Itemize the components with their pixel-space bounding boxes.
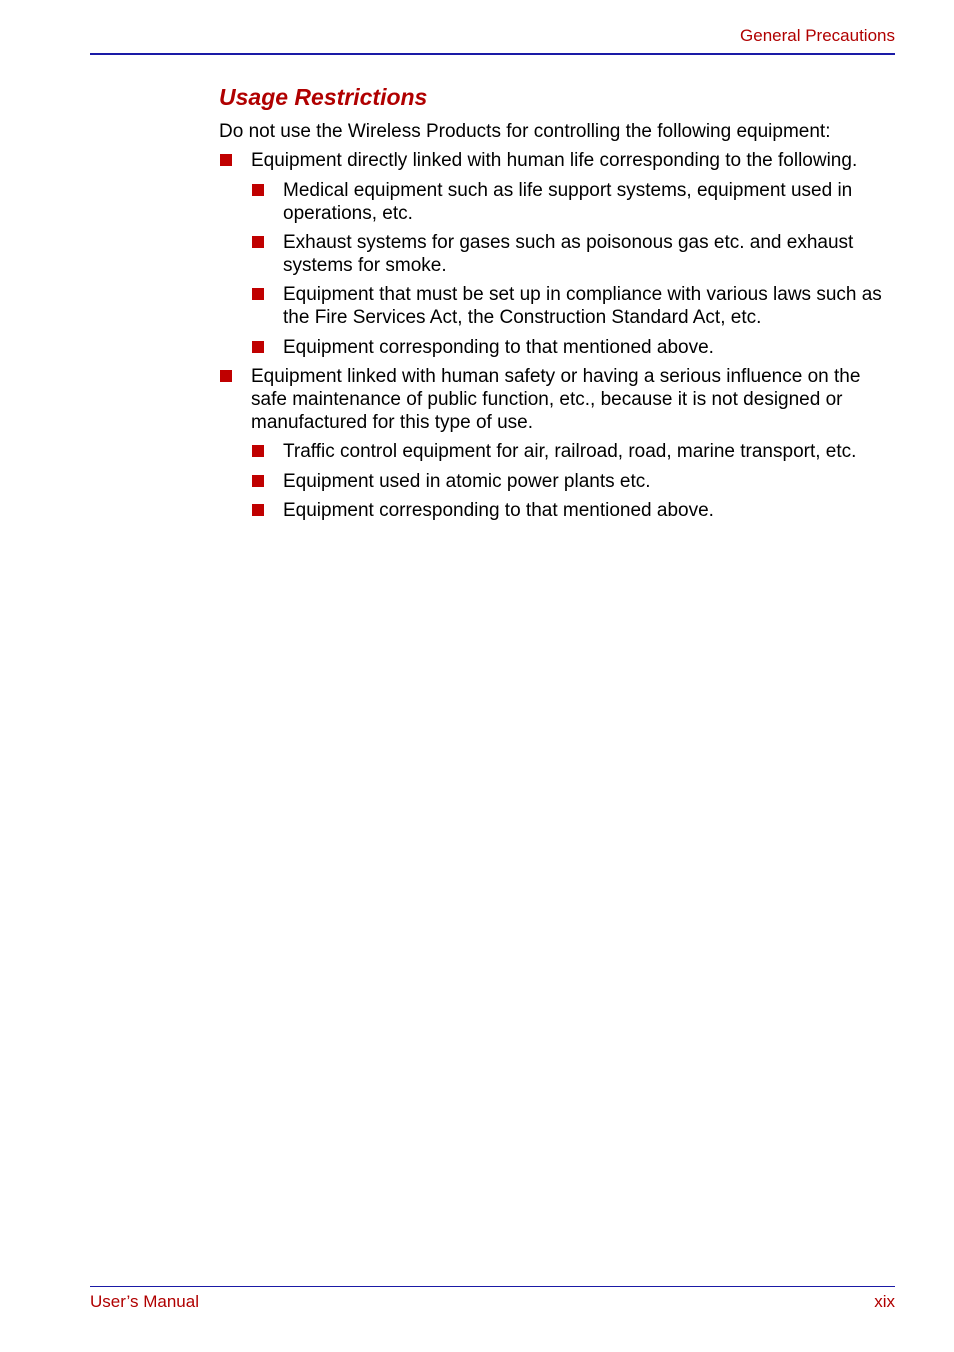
running-header-title: General Precautions xyxy=(740,26,895,45)
square-bullet-icon xyxy=(252,475,264,487)
sub-list-item xyxy=(283,470,898,493)
sub-list-item-text: Exhaust systems for gases such as poisonous gas etc. and exhaust systems for smoke. xyxy=(283,232,854,276)
square-bullet-icon xyxy=(252,236,264,248)
list-item-text: Equipment linked with human safety or having a serious influence on the safe maintenance of public function, etc., because it is not designed or manufactured for this type of use. xyxy=(251,366,861,433)
footer-manual-title: User’s Manual xyxy=(90,1292,199,1311)
square-bullet-icon xyxy=(220,370,232,382)
sub-list-item xyxy=(283,179,898,225)
section-title: Usage Restrictions xyxy=(219,84,428,110)
square-bullet-icon xyxy=(252,184,264,196)
sub-list-item-text: Traffic control equipment for air, railroad, road, marine transport, etc. xyxy=(283,441,857,462)
header-rule xyxy=(90,53,895,55)
square-bullet-icon xyxy=(252,288,264,300)
sub-list-item-text: Medical equipment such as life support systems, equipment used in operations, etc. xyxy=(283,180,853,224)
sub-list-item-text: Equipment corresponding to that mentioned above. xyxy=(283,500,714,521)
square-bullet-icon xyxy=(252,504,264,516)
square-bullet-icon xyxy=(252,445,264,457)
square-bullet-icon xyxy=(252,341,264,353)
square-bullet-icon xyxy=(220,154,232,166)
list-item xyxy=(251,149,901,172)
sub-list-item-text: Equipment used in atomic power plants etc. xyxy=(283,471,651,492)
intro-paragraph: Do not use the Wireless Products for controlling the following equipment: xyxy=(219,121,831,142)
page-number: xix xyxy=(874,1292,895,1311)
footer-rule xyxy=(90,1286,895,1287)
sub-list-item-text: Equipment corresponding to that mentioned above. xyxy=(283,337,714,358)
sub-list-item xyxy=(283,231,898,277)
sub-list-item xyxy=(283,283,898,329)
list-item-text: Equipment directly linked with human life corresponding to the following. xyxy=(251,150,858,171)
sub-list-item xyxy=(283,440,898,463)
sub-list-item-text: Equipment that must be set up in compliance with various laws such as the Fire Services Act, the Construction Standard Act, etc. xyxy=(283,284,882,328)
sub-list-item xyxy=(283,499,898,522)
sub-list-item xyxy=(283,336,898,359)
list-item xyxy=(251,365,893,434)
